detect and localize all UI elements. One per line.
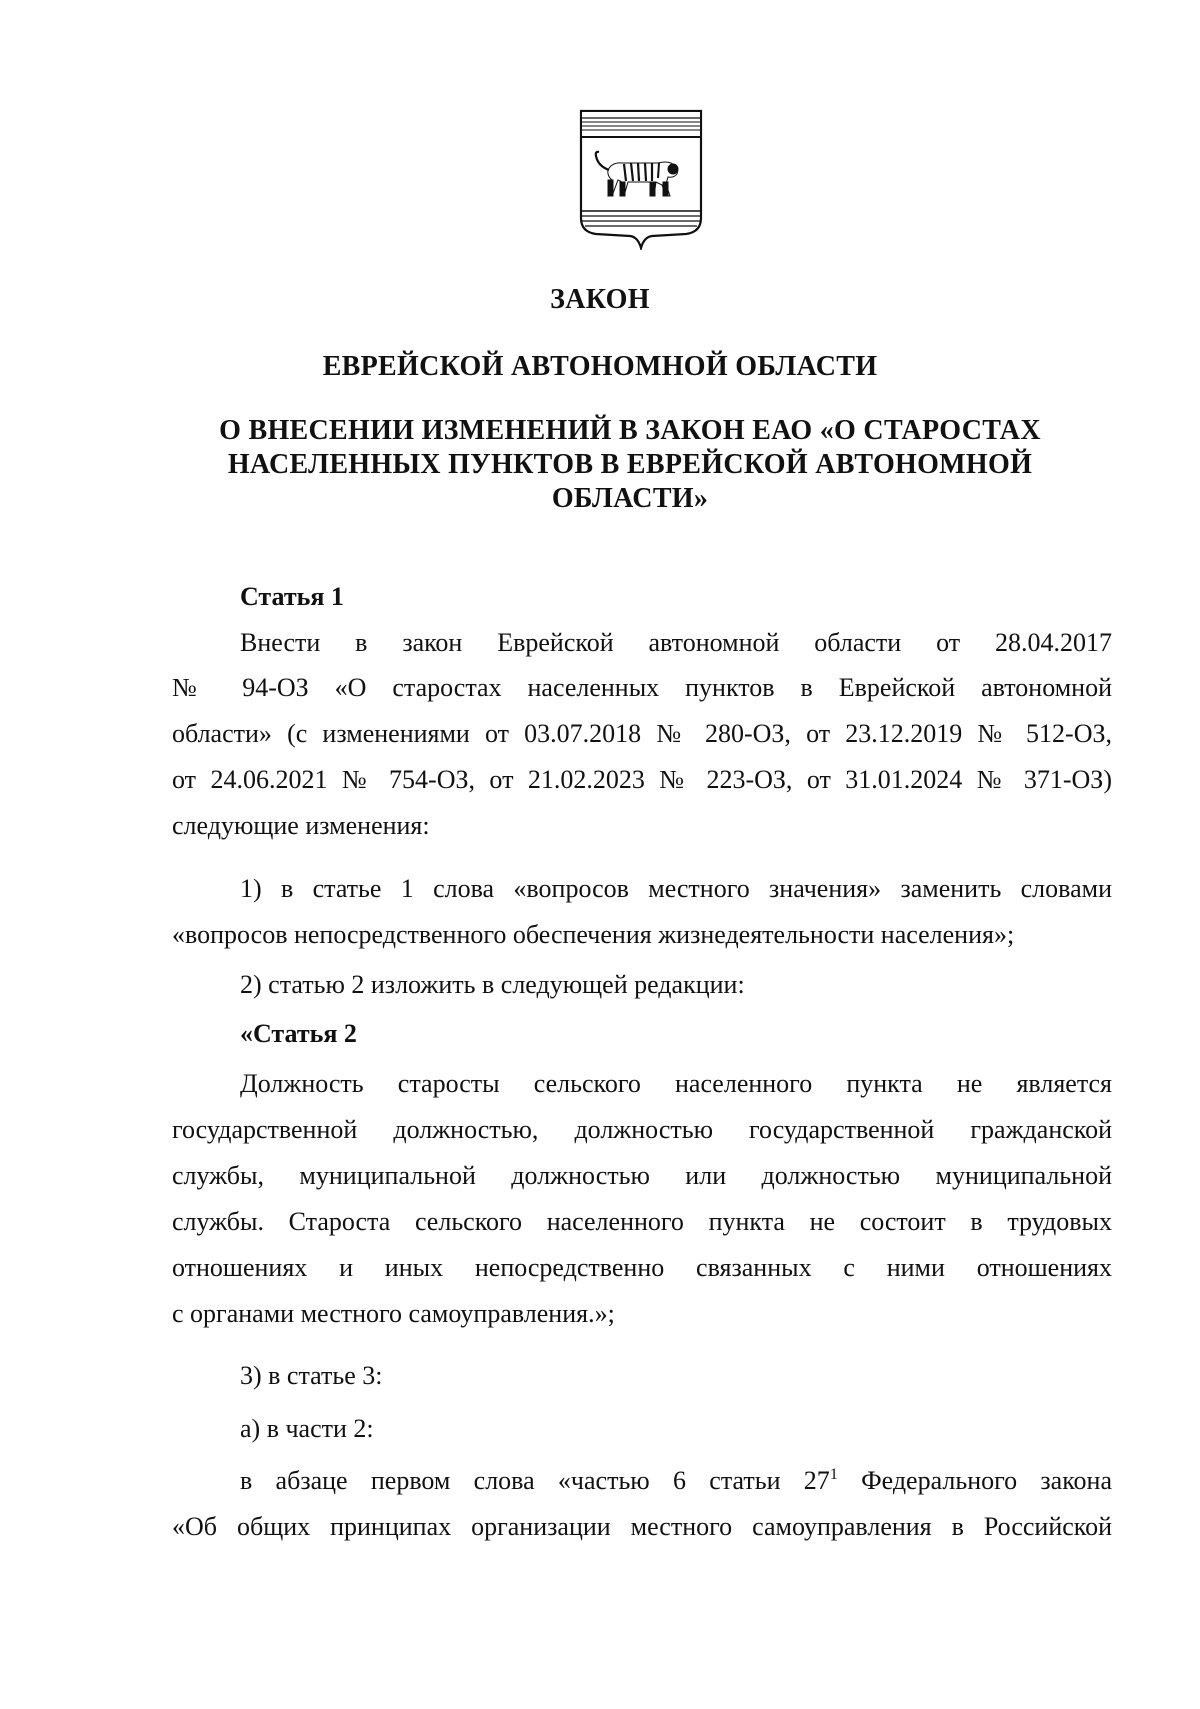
paragraph-line: а) в части 2: — [240, 1414, 374, 1443]
law-subject-line: ОБЛАСТИ» — [551, 483, 709, 514]
paragraph-text: в абзаце первом слова «частью 6 статьи 27 — [240, 1466, 830, 1495]
superscript: 1 — [829, 1466, 838, 1483]
law-subject-line: О ВНЕСЕНИИ ИЗМЕНЕНИЙ В ЗАКОН ЕАО «О СТАРОСТАХ — [219, 415, 1041, 446]
paragraph-line: Должность старосты сельского населенного пункта не является — [240, 1069, 1112, 1098]
law-subject-title — [200, 414, 1060, 516]
paragraph-line: «Об общих принципах организации местного самоуправления в Российской — [172, 1512, 1112, 1541]
paragraph-line: 2) статью 2 изложить в следующей редакции: — [240, 970, 745, 999]
paragraph-line: службы, муниципальной должностью или должностью муниципальной — [172, 1161, 1112, 1190]
law-subject-line: НАСЕЛЕННЫХ ПУНКТОВ В ЕВРЕЙСКОЙ АВТОНОМНОЙ — [227, 449, 1033, 480]
paragraph-line: следующие изменения: — [172, 811, 430, 840]
law-title: ЗАКОН — [550, 284, 650, 315]
coat-of-arms-tiger-icon — [578, 108, 704, 250]
paragraph-line: «вопросов непосредственного обеспечения жизнедеятельности населения»; — [172, 920, 1015, 949]
paragraph-line — [172, 1464, 1112, 1498]
paragraph-line: от 24.06.2021 № 754-ОЗ, от 21.02.2023 № 223-ОЗ, от 31.01.2024 № 371-ОЗ) — [172, 765, 1112, 794]
paragraph-line: с органами местного самоуправления.»; — [172, 1299, 615, 1328]
paragraph-line: службы. Староста сельского населенного пункта не состоит в трудовых — [172, 1207, 1112, 1236]
paragraph-line: области» (с изменениями от 03.07.2018 № 280-ОЗ, от 23.12.2019 № 512-ОЗ, — [172, 719, 1112, 748]
region-title: ЕВРЕЙСКОЙ АВТОНОМНОЙ ОБЛАСТИ — [322, 351, 878, 382]
paragraph-line: № 94-ОЗ «О старостах населенных пунктов в Еврейской автономной — [172, 673, 1112, 702]
paragraph-line: государственной должностью, должностью государственной гражданской — [172, 1115, 1112, 1144]
quoted-article-heading: «Статья 2 — [240, 1019, 357, 1048]
paragraph-line: Внести в закон Еврейской автономной области от 28.04.2017 — [240, 628, 1112, 657]
paragraph-line: 3) в статье 3: — [240, 1361, 383, 1390]
paragraph-line: 1) в статье 1 слова «вопросов местного значения» заменить словами — [240, 874, 1112, 903]
paragraph-text: Федерального закона — [837, 1466, 1112, 1495]
paragraph-line: отношениях и иных непосредственно связанных с ними отношениях — [172, 1253, 1112, 1282]
article-heading: Статья 1 — [240, 582, 344, 611]
